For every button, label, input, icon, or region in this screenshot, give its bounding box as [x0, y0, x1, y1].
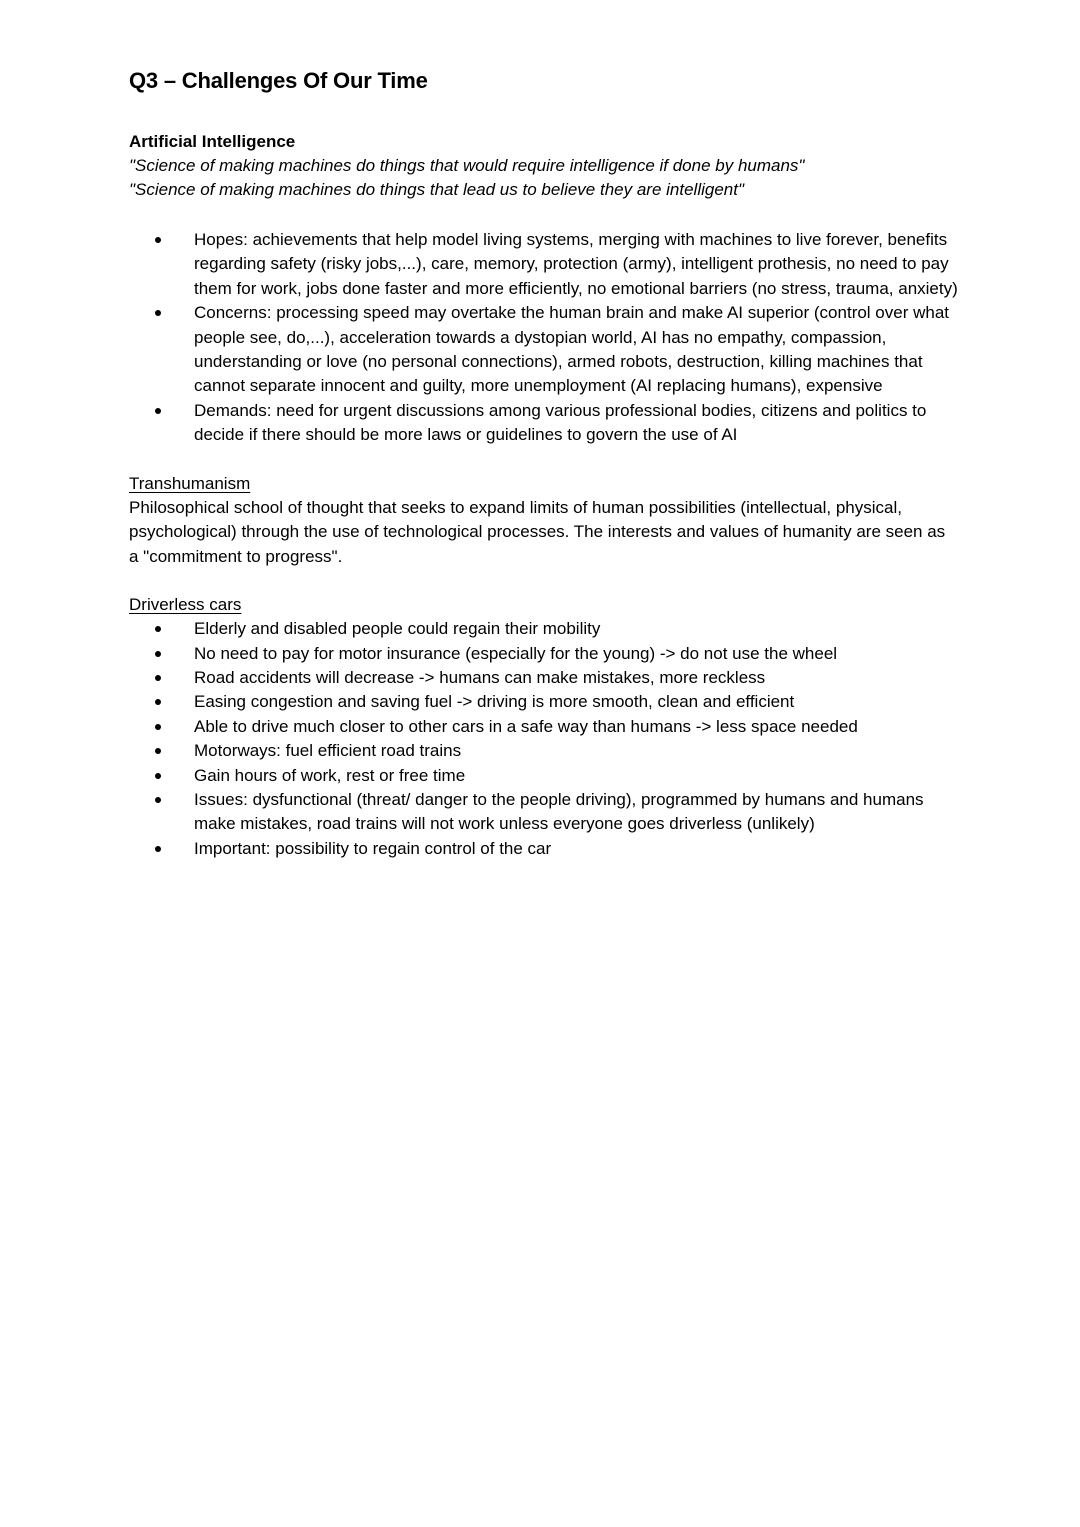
list-item	[129, 788, 959, 837]
ai-heading: Artificial Intelligence	[129, 132, 296, 151]
bullet-text: Issues: dysfunctional (threat/ danger to the people driving), programmed by humans and humans make mistakes, road trains will not work unless everyone goes driverless (unlikely)	[194, 790, 924, 834]
list-item	[129, 642, 959, 666]
bullet-icon	[155, 237, 161, 243]
list-item	[129, 666, 959, 690]
driverless-cars-heading: Driverless cars	[129, 595, 242, 615]
bullet-icon	[155, 724, 161, 730]
bullet-icon	[155, 748, 161, 754]
ai-bullet-concerns	[129, 301, 959, 399]
driverless-bullet-list	[129, 617, 959, 861]
title-block	[129, 66, 959, 96]
bullet-text: Hopes: achievements that help model living systems, merging with machines to live forever, benefits regarding safety (risky jobs,...), care, memory, protection (army), intelligent prothesis, no need to pay them for work, jobs done faster and more efficiently, no emotional barriers (no stress, trauma, anxiety)	[194, 230, 958, 298]
transhumanism-heading: Transhumanism	[129, 473, 251, 493]
bullet-text: Important: possibility to regain control of the car	[194, 838, 552, 858]
ai-bullet-hopes	[129, 228, 959, 301]
bullet-text: No need to pay for motor insurance (especially for the young) -> do not use the wheel	[194, 643, 838, 663]
page-title: Q3 – Challenges Of Our Time	[129, 68, 428, 93]
bullet-icon	[155, 675, 161, 681]
transhumanism-text: Philosophical school of thought that seeks to expand limits of human possibilities (intellectual, physical, psychological) through the use of technological processes. The interests and values of humanity are seen as a "commitment to progress".	[129, 497, 946, 566]
list-item	[129, 617, 959, 641]
bullet-text: Demands: need for urgent discussions among various professional bodies, citizens and politics to decide if there should be more laws or guidelines to govern the use of AI	[194, 400, 927, 445]
document-page	[129, 66, 959, 861]
bullet-icon	[155, 846, 161, 852]
bullet-icon	[155, 310, 161, 316]
list-item	[129, 715, 959, 739]
transhumanism-section	[129, 472, 959, 570]
bullet-icon	[155, 699, 161, 705]
bullet-text: Gain hours of work, rest or free time	[194, 765, 466, 785]
bullet-text: Motorways: fuel efficient road trains	[194, 741, 462, 761]
bullet-text: Elderly and disabled people could regain their mobility	[194, 619, 601, 639]
ai-bullet-list	[129, 228, 959, 448]
ai-definition-quote: "Science of making machines do things that would require intelligence if done by humans"	[129, 156, 805, 175]
bullet-icon	[155, 651, 161, 657]
bullet-icon	[155, 408, 161, 414]
bullet-text: Concerns: processing speed may overtake the human brain and make AI superior (control over what people see, do,...), acceleration towards a dystopian world, AI has no empathy, compassion, understanding or love (no personal connections), armed robots, destruction, killing machines that cannot separate innocent and guilty, more unemployment (AI replacing humans), expensive	[194, 303, 950, 396]
bullet-icon	[155, 797, 161, 803]
ai-section	[129, 130, 959, 448]
driverless-cars-section	[129, 593, 959, 861]
bullet-icon	[155, 626, 161, 632]
list-item	[129, 764, 959, 788]
list-item	[129, 739, 959, 763]
list-item	[129, 690, 959, 714]
bullet-text: Able to drive much closer to other cars in a safe way than humans -> less space needed	[194, 716, 858, 736]
bullet-icon	[155, 773, 161, 779]
list-item	[129, 837, 959, 861]
ai-bullet-demands	[129, 399, 959, 448]
bullet-text: Road accidents will decrease -> humans can make mistakes, more reckless	[194, 667, 766, 687]
bullet-text: Easing congestion and saving fuel -> driving is more smooth, clean and efficient	[194, 692, 795, 712]
ai-definition-quote: "Science of making machines do things that lead us to believe they are intelligent"	[129, 180, 744, 199]
